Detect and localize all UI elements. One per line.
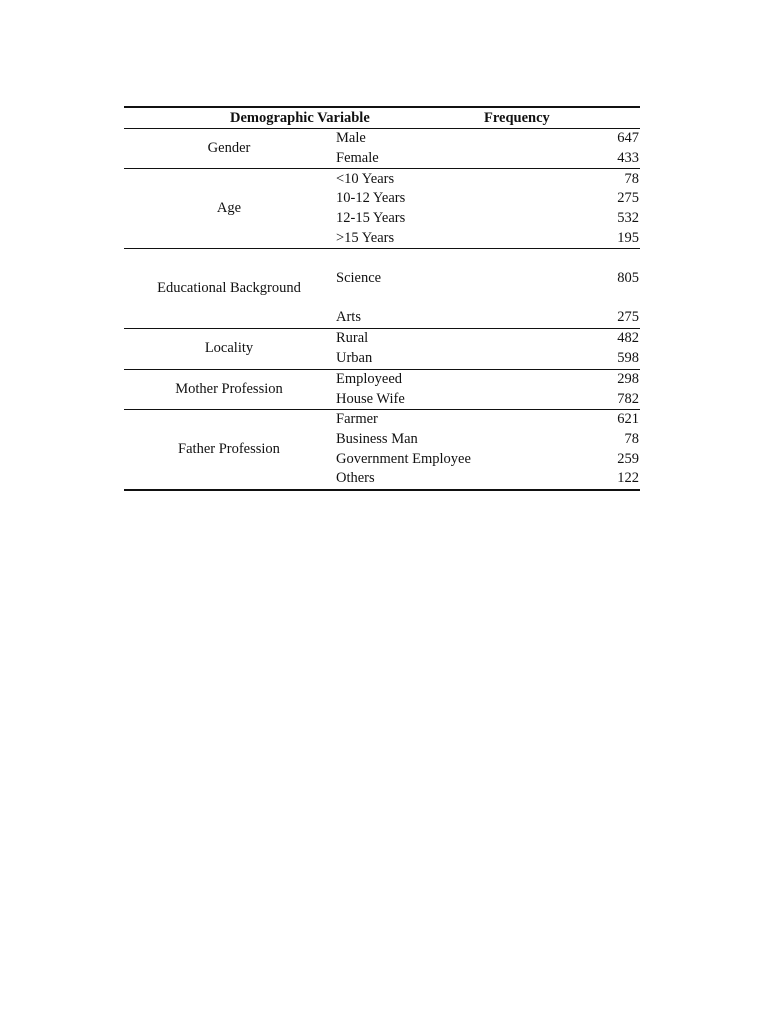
row-value: 275	[617, 309, 639, 326]
group-name: Age	[216, 200, 242, 217]
row-value: 195	[617, 229, 639, 246]
demographic-table	[124, 106, 640, 491]
row-value: 298	[617, 370, 639, 387]
row-value: 782	[617, 390, 639, 407]
table-row	[334, 249, 640, 307]
group-age	[124, 169, 640, 248]
group-name: Locality	[204, 340, 254, 357]
group-gender	[124, 129, 640, 168]
table-row	[334, 410, 640, 430]
header-frequency: Frequency	[484, 109, 550, 126]
row-value: 532	[617, 210, 639, 227]
table-row	[334, 169, 640, 189]
row-value: 78	[624, 430, 639, 447]
table-row	[334, 189, 640, 209]
table-row	[334, 329, 640, 349]
group-name: Mother Profession	[175, 380, 283, 397]
group-educational-background	[124, 249, 640, 328]
table-row	[334, 370, 640, 390]
row-label: <10 Years	[336, 170, 395, 187]
table-bottom-rule	[124, 489, 640, 491]
row-label: Science	[336, 269, 382, 286]
row-value: 78	[624, 170, 639, 187]
header-demographic-variable: Demographic Variable	[230, 109, 370, 126]
row-value: 805	[617, 269, 639, 286]
row-label: Male	[336, 130, 366, 147]
row-label: Rural	[336, 330, 369, 347]
row-label: Farmer	[336, 411, 378, 428]
group-mother-profession	[124, 370, 640, 409]
table-row	[334, 307, 640, 328]
row-value: 259	[617, 450, 639, 467]
row-label: 12-15 Years	[336, 210, 406, 227]
table-row	[334, 469, 640, 489]
table-row	[334, 228, 640, 248]
group-name: Gender	[207, 140, 251, 157]
row-label: >15 Years	[336, 229, 395, 246]
row-label: Government Employee	[336, 450, 471, 467]
row-label: Others	[336, 470, 375, 487]
group-father-profession	[124, 410, 640, 489]
table-row	[334, 389, 640, 409]
table-row	[334, 129, 640, 149]
row-value: 621	[617, 411, 639, 428]
group-name: Educational Background	[157, 280, 301, 297]
table-row	[334, 449, 640, 469]
table-header	[124, 108, 640, 128]
group-name: Father Profession	[178, 440, 280, 457]
row-value: 122	[617, 470, 639, 487]
table-row	[334, 349, 640, 369]
row-value: 482	[617, 330, 639, 347]
row-label: Business Man	[336, 430, 418, 447]
group-locality	[124, 329, 640, 368]
table-row	[334, 209, 640, 229]
row-label: Arts	[336, 309, 361, 326]
row-label: Employeed	[336, 370, 403, 387]
row-label: House Wife	[336, 390, 405, 407]
row-value: 598	[617, 350, 639, 367]
row-value: 647	[617, 130, 639, 147]
row-value: 433	[617, 150, 639, 167]
row-value: 275	[617, 190, 639, 207]
table-row	[334, 149, 640, 169]
row-label: Female	[336, 150, 379, 167]
table-row	[334, 430, 640, 450]
row-label: 10-12 Years	[336, 190, 406, 207]
row-label: Urban	[336, 350, 373, 367]
